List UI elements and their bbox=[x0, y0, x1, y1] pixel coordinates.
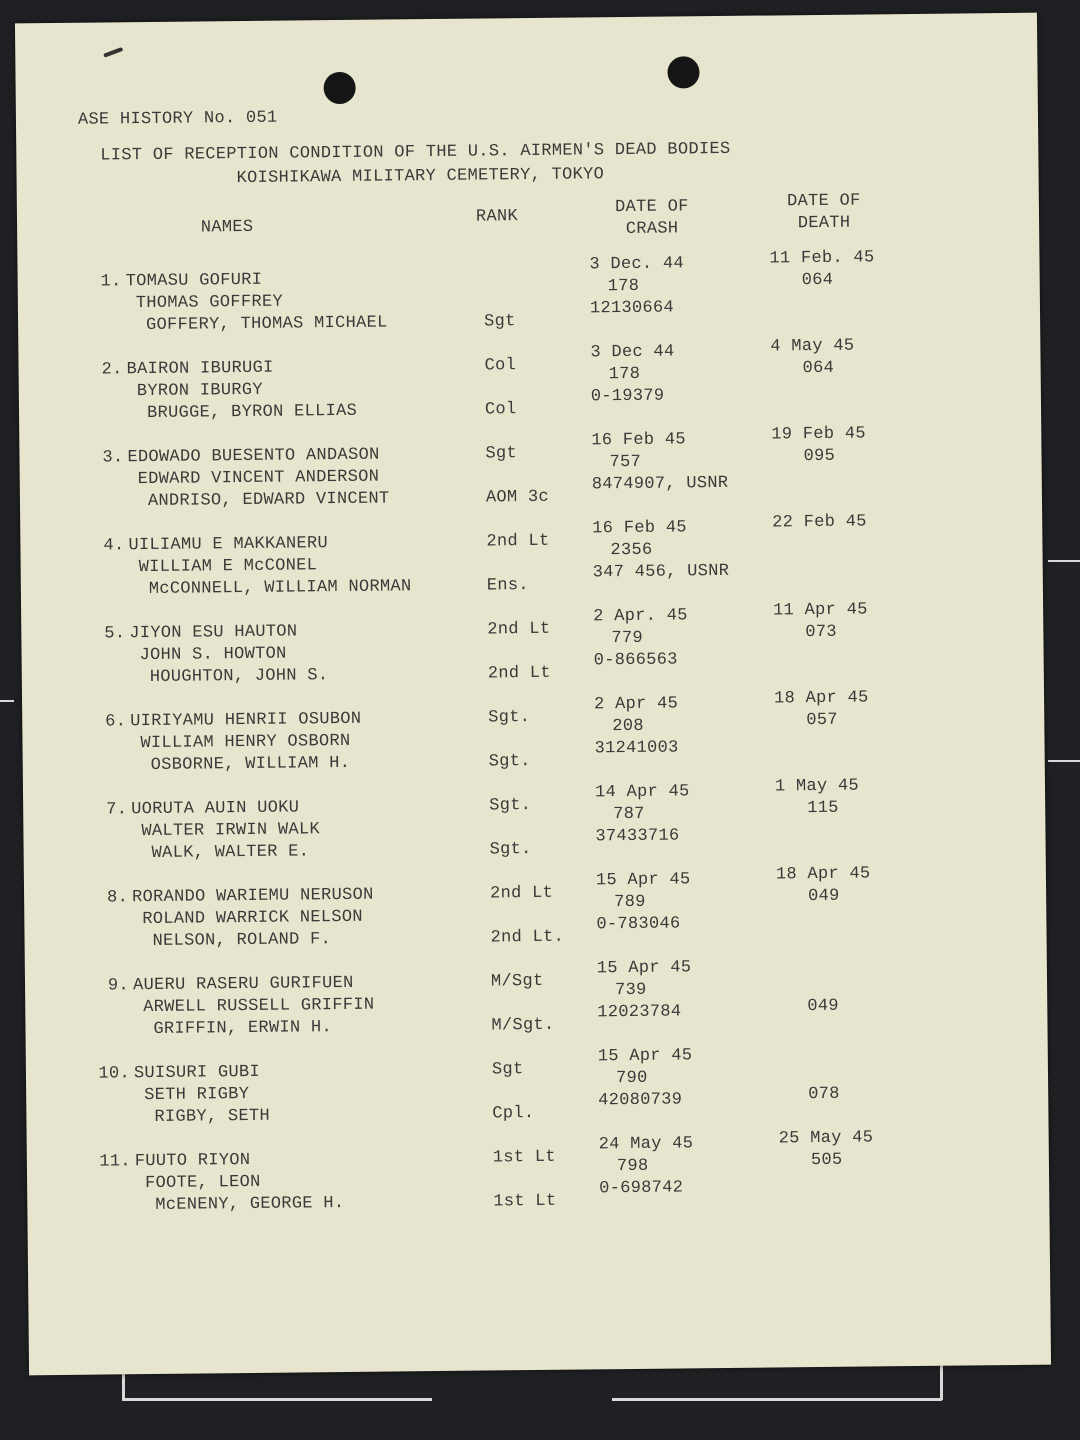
death-number: 049 bbox=[807, 996, 839, 1017]
rank-primary: Sgt bbox=[485, 444, 518, 464]
death-date: 22 Feb 45 bbox=[772, 512, 867, 533]
entry-number: 4. bbox=[103, 536, 125, 556]
background-line bbox=[940, 1360, 943, 1400]
crash-number: 208 bbox=[612, 716, 644, 737]
background-line bbox=[1048, 560, 1080, 562]
document-page bbox=[15, 13, 1051, 1376]
death-date: 18 Apr 45 bbox=[773, 688, 869, 709]
name-japanese: FUUTO RIYON bbox=[134, 1150, 251, 1172]
document-title: LIST OF RECEPTION CONDITION OF THE U.S. AIRMEN'S DEAD BODIES bbox=[100, 139, 731, 166]
death-number: 049 bbox=[808, 886, 840, 907]
name-phonetic: WILLIAM HENRY OSBORN bbox=[140, 731, 351, 754]
death-date: 4 May 45 bbox=[770, 336, 855, 357]
name-actual: BRUGGE, BYRON ELLIAS bbox=[146, 401, 358, 424]
entry-number: 7. bbox=[106, 800, 128, 820]
name-actual: McENENY, GEORGE H. bbox=[155, 1194, 345, 1215]
crash-number: 787 bbox=[613, 804, 645, 825]
name-actual: RIGBY, SETH bbox=[154, 1106, 271, 1127]
rank-secondary: Cpl. bbox=[492, 1104, 535, 1124]
rank-secondary: Sgt. bbox=[489, 840, 532, 860]
name-phonetic: JOHN S. HOWTON bbox=[139, 644, 287, 666]
background-line bbox=[612, 1398, 942, 1401]
serial-number: 0-698742 bbox=[599, 1178, 684, 1199]
list-item bbox=[20, 512, 1021, 627]
death-date: 11 Apr 45 bbox=[773, 600, 868, 621]
name-japanese: UIRIYAMU HENRII OSUBON bbox=[130, 709, 362, 732]
pencil-mark bbox=[103, 47, 123, 58]
serial-number: 12130664 bbox=[589, 298, 675, 319]
background-line bbox=[0, 700, 14, 702]
name-phonetic: ROLAND WARRICK NELSON bbox=[142, 907, 363, 930]
name-phonetic: WILLIAM E McCONEL bbox=[138, 556, 318, 578]
entry-number: 6. bbox=[105, 712, 127, 732]
crash-number: 789 bbox=[614, 892, 646, 913]
entry-number: 3. bbox=[102, 448, 124, 468]
death-number: 057 bbox=[806, 710, 838, 731]
rank-secondary: Sgt. bbox=[488, 752, 531, 772]
list-item bbox=[18, 248, 1019, 363]
serial-number: 37433716 bbox=[595, 826, 680, 847]
crash-number: 178 bbox=[607, 276, 640, 297]
crash-date: 15 Apr 45 bbox=[597, 1046, 693, 1067]
crash-date: 14 Apr 45 bbox=[594, 782, 690, 803]
name-phonetic: ARWELL RUSSELL GRIFFIN bbox=[143, 995, 375, 1018]
name-actual: OSBORNE, WILLIAM H. bbox=[150, 753, 351, 776]
crash-date: 2 Apr. 45 bbox=[593, 606, 688, 627]
rank-primary: 2nd Lt bbox=[489, 883, 554, 904]
name-japanese: TOMASU GOFURI bbox=[125, 270, 263, 292]
list-item bbox=[18, 336, 1019, 451]
crash-number: 790 bbox=[615, 1068, 648, 1089]
punch-hole-right bbox=[667, 56, 699, 88]
crash-number: 739 bbox=[615, 980, 647, 1001]
list-item bbox=[27, 1128, 1028, 1243]
name-phonetic: WALTER IRWIN WALK bbox=[141, 820, 321, 842]
entry-number: 2. bbox=[101, 360, 123, 380]
rank-primary: Sgt. bbox=[488, 708, 531, 728]
name-japanese: UILIAMU E MAKKANERU bbox=[128, 534, 329, 556]
death-number: 078 bbox=[808, 1084, 840, 1105]
rank-primary: 1st Lt bbox=[492, 1147, 556, 1168]
entry-number: 1. bbox=[100, 272, 122, 292]
rank-secondary: 2nd Lt. bbox=[490, 927, 565, 948]
rank-primary: Sgt bbox=[491, 1060, 524, 1080]
rank-primary: 2nd Lt bbox=[486, 531, 550, 552]
name-actual: GRIFFIN, ERWIN H. bbox=[153, 1018, 333, 1039]
list-item bbox=[25, 958, 1026, 1067]
name-actual: NELSON, ROLAND F. bbox=[152, 930, 332, 951]
entry-number: 8. bbox=[106, 888, 129, 908]
name-phonetic: THOMAS GOFFREY bbox=[135, 292, 284, 314]
crash-date: 2 Apr 45 bbox=[594, 694, 679, 715]
rank-primary: M/Sgt bbox=[490, 971, 544, 992]
rank-secondary: Col bbox=[484, 400, 517, 420]
rank-primary: Sgt. bbox=[489, 796, 532, 816]
list-item bbox=[23, 776, 1024, 891]
name-japanese: EDOWADO BUESENTO ANDASON bbox=[127, 445, 380, 468]
death-date: 18 Apr 45 bbox=[775, 864, 871, 885]
serial-number: 12023784 bbox=[597, 1002, 682, 1023]
name-actual: HOUGHTON, JOHN S. bbox=[149, 666, 329, 688]
column-header-date-of-death: DATE OF DEATH bbox=[786, 191, 861, 234]
name-phonetic: SETH RIGBY bbox=[144, 1084, 250, 1106]
name-actual: GOFFERY, THOMAS MICHAEL bbox=[146, 313, 388, 336]
death-number: 115 bbox=[807, 798, 839, 819]
entry-number: 5. bbox=[104, 624, 126, 644]
serial-number: 8474907, USNR bbox=[591, 473, 729, 495]
list-item bbox=[19, 424, 1020, 539]
crash-date: 3 Dec. 44 bbox=[589, 254, 685, 275]
list-item bbox=[26, 1046, 1027, 1155]
serial-number: 0-866563 bbox=[593, 650, 678, 671]
crash-number: 757 bbox=[609, 452, 642, 473]
crash-date: 16 Feb 45 bbox=[591, 430, 686, 451]
crash-number: 779 bbox=[611, 628, 644, 649]
background-line bbox=[1048, 760, 1080, 762]
name-japanese: RORANDO WARIEMU NERUSON bbox=[132, 885, 374, 908]
crash-date: 16 Feb 45 bbox=[592, 518, 687, 539]
serial-number: 31241003 bbox=[594, 738, 679, 759]
rank-secondary: Ens. bbox=[486, 576, 529, 596]
death-date: 11 Feb. 45 bbox=[769, 248, 875, 269]
name-japanese: BAIRON IBURUGI bbox=[126, 358, 274, 380]
rank-primary: Col bbox=[484, 356, 517, 376]
death-number: 095 bbox=[803, 446, 836, 467]
background-line bbox=[122, 1398, 432, 1401]
column-header-rank: RANK bbox=[475, 207, 519, 227]
rank-secondary: 1st Lt bbox=[493, 1191, 557, 1212]
serial-number: 42080739 bbox=[598, 1090, 683, 1111]
punch-hole-left bbox=[323, 72, 355, 104]
column-header-date-of-crash: DATE OF CRASH bbox=[615, 197, 689, 240]
name-actual: WALK, WALTER E. bbox=[151, 842, 310, 864]
crash-date: 15 Apr 45 bbox=[596, 958, 692, 979]
death-number: 064 bbox=[802, 358, 835, 379]
death-date: 25 May 45 bbox=[778, 1128, 874, 1149]
crash-date: 3 Dec 44 bbox=[590, 342, 675, 363]
list-item bbox=[24, 864, 1025, 979]
name-japanese: UORUTA AUIN UOKU bbox=[131, 798, 300, 820]
crash-date: 24 May 45 bbox=[598, 1134, 694, 1155]
crash-number: 798 bbox=[616, 1156, 649, 1177]
name-phonetic: FOOTE, LEON bbox=[145, 1172, 261, 1194]
serial-number: 0-783046 bbox=[596, 914, 681, 935]
rank-secondary: M/Sgt. bbox=[491, 1015, 555, 1036]
list-item bbox=[22, 688, 1023, 803]
entry-number: 9. bbox=[107, 976, 130, 996]
rank-secondary: AOM 3c bbox=[485, 487, 550, 508]
death-number: 505 bbox=[810, 1150, 843, 1171]
name-actual: ANDRISO, EDWARD VINCENT bbox=[147, 489, 390, 512]
death-number: 064 bbox=[801, 270, 834, 291]
entry-number: 11. bbox=[99, 1152, 131, 1172]
crash-date: 15 Apr 45 bbox=[595, 870, 691, 891]
death-number: 073 bbox=[805, 622, 837, 643]
crash-number: 178 bbox=[608, 364, 641, 385]
name-phonetic: EDWARD VINCENT ANDERSON bbox=[137, 467, 380, 490]
list-item bbox=[21, 600, 1022, 715]
name-actual: McCONNELL, WILLIAM NORMAN bbox=[148, 577, 412, 600]
rank-primary: 2nd Lt bbox=[487, 619, 551, 640]
name-japanese: AUERU RASERU GURIFUEN bbox=[132, 973, 354, 996]
column-header-names: NAMES bbox=[200, 217, 254, 238]
death-date: 19 Feb 45 bbox=[771, 424, 866, 445]
case-history-number: ASE HISTORY No. 051 bbox=[77, 108, 278, 130]
crash-number: 2356 bbox=[610, 540, 653, 561]
rank-secondary: Sgt bbox=[484, 312, 516, 332]
rank-secondary: 2nd Lt bbox=[487, 663, 551, 684]
serial-number: 347 456, USNR bbox=[592, 561, 730, 583]
document-subtitle: KOISHIKAWA MILITARY CEMETERY, TOKYO bbox=[236, 165, 605, 189]
death-date: 1 May 45 bbox=[774, 776, 860, 797]
name-japanese: JIYON ESU HAUTON bbox=[129, 622, 298, 644]
name-phonetic: BYRON IBURGY bbox=[136, 380, 263, 402]
name-japanese: SUISURI GUBI bbox=[133, 1062, 261, 1084]
serial-number: 0-19379 bbox=[590, 386, 665, 407]
entry-number: 10. bbox=[98, 1064, 131, 1084]
